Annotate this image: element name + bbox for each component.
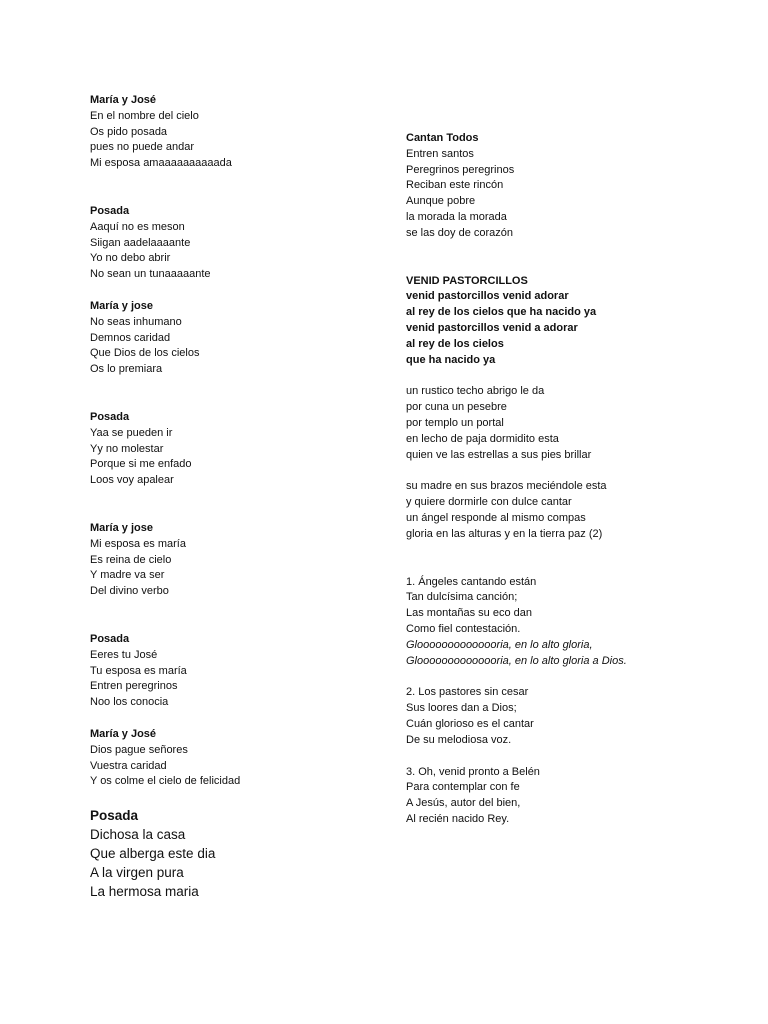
chorus-line: Gloooooooooooooria, en lo alto gloria, bbox=[406, 638, 593, 651]
stanza-posada-final bbox=[90, 806, 390, 901]
stanza-line: Y madre va ser bbox=[90, 569, 165, 582]
stanza-cantan-todos bbox=[406, 131, 756, 242]
stanza-line: su madre en sus brazos meciéndole esta bbox=[406, 480, 607, 493]
stanza-heading: VENID PASTORCILLOS bbox=[406, 274, 528, 287]
stanza-heading: Posada bbox=[90, 410, 130, 423]
stanza-line: A la virgen pura bbox=[90, 865, 184, 881]
stanza-line: Aunque pobre bbox=[406, 195, 476, 208]
stanza-line: se las doy de corazón bbox=[406, 226, 514, 239]
stanza-line: En el nombre del cielo bbox=[90, 109, 199, 122]
stanza-posada-3 bbox=[90, 632, 390, 711]
stanza-line: venid pastorcillos venid adorar bbox=[406, 290, 569, 303]
stanza-line: Peregrinos peregrinos bbox=[406, 163, 515, 176]
stanza-line: Que alberga este dia bbox=[90, 846, 216, 862]
stanza-line: Eeres tu José bbox=[90, 648, 158, 661]
stanza-line: Demnos caridad bbox=[90, 331, 171, 344]
stanza-line: Al recién nacido Rey. bbox=[406, 812, 510, 825]
stanza-heading: María y José bbox=[90, 727, 157, 740]
stanza-su-madre bbox=[406, 479, 756, 542]
stanza-line: Dios pague señores bbox=[90, 743, 188, 756]
stanza-line: Os pido posada bbox=[90, 125, 168, 138]
stanza-line: 1. Ángeles cantando están bbox=[406, 575, 537, 588]
stanza-heading: Posada bbox=[90, 632, 130, 645]
stanza-line: Reciban este rincón bbox=[406, 179, 504, 192]
stanza-posada-2 bbox=[90, 410, 390, 489]
stanza-line: en lecho de paja dormidito esta bbox=[406, 432, 559, 445]
stanza-heading: María y José bbox=[90, 94, 157, 106]
stanza-line: Yo no debo abrir bbox=[90, 252, 171, 265]
stanza-line: Cuán glorioso es el cantar bbox=[406, 717, 534, 730]
stanza-line: Las montañas su eco dan bbox=[406, 607, 532, 620]
stanza-line: Dichosa la casa bbox=[90, 827, 186, 843]
stanza-line: Loos voy apalear bbox=[90, 474, 174, 487]
stanza-line: Tu esposa es maría bbox=[90, 664, 187, 677]
stanza-line: Siigan aadelaaaante bbox=[90, 236, 191, 249]
stanza-heading: Posada bbox=[90, 204, 130, 217]
stanza-rustico-techo bbox=[406, 384, 756, 463]
stanza-line: pues no puede andar bbox=[90, 141, 194, 154]
stanza-line: No seas inhumano bbox=[90, 315, 182, 328]
stanza-line: Para contemplar con fe bbox=[406, 781, 520, 794]
stanza-line: un ángel responde al mismo compas bbox=[406, 511, 586, 524]
stanza-line: Noo los conocia bbox=[90, 696, 169, 709]
stanza-line: No sean un tunaaaaante bbox=[90, 268, 211, 281]
stanza-line: Entren santos bbox=[406, 147, 474, 160]
stanza-maria-jose-2 bbox=[90, 299, 390, 378]
stanza-line: venid pastorcillos venid a adorar bbox=[406, 321, 578, 334]
stanza-heading: Cantan Todos bbox=[406, 132, 479, 144]
stanza-line: un rustico techo abrigo le da bbox=[406, 385, 545, 398]
stanza-line: Tan dulcísima canción; bbox=[406, 591, 518, 604]
stanza-heading: Posada bbox=[90, 808, 139, 824]
stanza-line: Entren peregrinos bbox=[90, 680, 178, 693]
stanza-line: De su melodiosa voz. bbox=[406, 733, 512, 746]
chorus-line: Gloooooooooooooria, en lo alto gloria a Dios. bbox=[406, 654, 627, 667]
stanza-line: Mi esposa amaaaaaaaaaada bbox=[90, 157, 232, 170]
stanza-line: 2. Los pastores sin cesar bbox=[406, 686, 529, 699]
stanza-line: quien ve las estrellas a sus pies brillar bbox=[406, 448, 592, 461]
stanza-line: Vuestra caridad bbox=[90, 759, 167, 772]
stanza-line: Yy no molestar bbox=[90, 442, 164, 455]
right-column bbox=[406, 131, 756, 828]
stanza-line: Y os colme el cielo de felicidad bbox=[90, 775, 241, 788]
stanza-maria-jose-1 bbox=[90, 93, 390, 172]
stanza-heading: María y jose bbox=[90, 299, 153, 312]
stanza-line: Os lo premiara bbox=[90, 363, 163, 376]
stanza-line: Porque si me enfado bbox=[90, 458, 192, 471]
stanza-line: Como fiel contestación. bbox=[406, 622, 521, 635]
stanza-line: A Jesús, autor del bien, bbox=[406, 797, 521, 810]
stanza-line: al rey de los cielos que ha nacido ya bbox=[406, 306, 597, 319]
stanza-pastores bbox=[406, 685, 756, 748]
stanza-maria-jose-4 bbox=[90, 727, 390, 790]
stanza-posada-1 bbox=[90, 204, 390, 283]
stanza-line: que ha nacido ya bbox=[406, 353, 496, 366]
stanza-line: Yaa se pueden ir bbox=[90, 426, 173, 439]
stanza-line: Mi esposa es maría bbox=[90, 537, 186, 550]
stanza-line: Que Dios de los cielos bbox=[90, 347, 200, 360]
stanza-belen bbox=[406, 765, 756, 828]
stanza-line: Del divino verbo bbox=[90, 585, 169, 598]
stanza-line: por cuna un pesebre bbox=[406, 401, 507, 414]
stanza-line: al rey de los cielos bbox=[406, 337, 504, 350]
stanza-line: y quiere dormirle con dulce cantar bbox=[406, 496, 572, 509]
stanza-venid-pastorcillos bbox=[406, 274, 756, 369]
stanza-line: gloria en las alturas y en la tierra paz (2) bbox=[406, 527, 603, 540]
stanza-line: Es reina de cielo bbox=[90, 553, 172, 566]
stanza-angeles bbox=[406, 575, 756, 670]
stanza-line: Sus loores dan a Dios; bbox=[406, 702, 517, 715]
stanza-line: la morada la morada bbox=[406, 210, 507, 223]
left-column bbox=[90, 93, 390, 901]
stanza-heading: María y jose bbox=[90, 521, 153, 534]
stanza-maria-jose-3 bbox=[90, 521, 390, 600]
stanza-line: por templo un portal bbox=[406, 416, 504, 429]
stanza-line: Aaquí no es meson bbox=[90, 220, 185, 233]
stanza-line: 3. Oh, venid pronto a Belén bbox=[406, 765, 540, 778]
stanza-line: La hermosa maria bbox=[90, 884, 199, 900]
